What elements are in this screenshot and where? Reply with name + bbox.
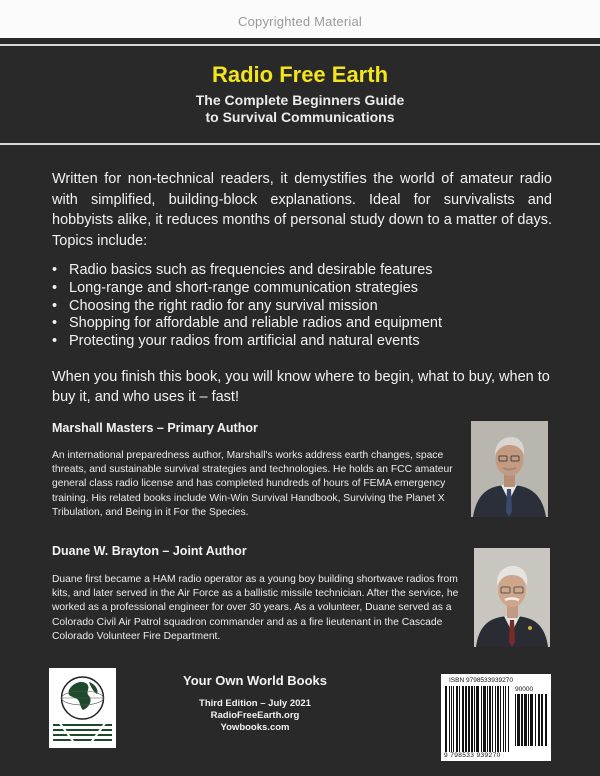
header-rule: [0, 143, 600, 145]
subtitle-line-1: The Complete Beginners Guide: [195, 92, 405, 108]
list-item: • Shopping for affordable and reliable radios and equipment: [52, 315, 552, 333]
list-item: • Protecting your radios from artificial and natural events: [52, 333, 552, 351]
book-subtitle: [0, 92, 600, 126]
joint-author-bio: Duane first became a HAM radio operator as a young boy building shortwave radios from kits, and later served in the Air Force as a ballistic missile technician. After the service, he worked as a professional engineer for over 30 years. As a volunteer, Duane served as a Colorado Civil Air Patrol squadron commander and as a fire lieutenant in the Cascade Colorado Volunteer Fire Department.: [52, 574, 459, 642]
website-link[interactable]: Yowbooks.com: [220, 722, 290, 734]
website-link[interactable]: RadioFreeEarth.org: [210, 710, 300, 722]
joint-author-heading: Duane W. Brayton – Joint Author: [52, 544, 247, 558]
price-barcode-bars: [515, 694, 547, 746]
primary-author-bio: An international preparedness author, Marshall's works address earth changes, space threats, and sustainable survival strategies and technologies. He holds an FCC amateur general class radio license and has completed hundreds of hours of FEMA emergency training. His related books include Win-Win Survival Handbook, Surviving the Planet X Tribulation, and Being in it For the Species.: [52, 450, 453, 518]
cover-background: [0, 38, 600, 776]
primary-author-heading: Marshall Masters – Primary Author: [52, 421, 258, 435]
author-photo: [471, 421, 548, 517]
isbn-number: 9 798533 939270: [444, 752, 501, 759]
edition-text: Third Edition – July 2021: [199, 698, 311, 709]
top-rule: [0, 44, 600, 46]
barcode-bars: [445, 686, 511, 752]
list-item: • Long-range and short-range communication strategies: [52, 280, 552, 298]
publisher-name: Your Own World Books: [183, 673, 327, 688]
book-title: Radio Free Earth: [211, 62, 389, 87]
top-margin: [0, 0, 600, 38]
topics-list: [52, 262, 552, 351]
price-code: 90000: [515, 686, 534, 693]
list-item: • Choosing the right radio for any survival mission: [52, 298, 552, 316]
intro-paragraph: Written for non-technical readers, it demystifies the world of amateur radio with simplified, building-block explanations. Ideal for survivalists and hobbyists alike, it reduces months of personal study down to a matter of days. Topics include:: [52, 171, 552, 249]
author-photo: [474, 548, 550, 647]
conclusion-paragraph: When you finish this book, you will know where to begin, what to buy, when to buy it, and who uses it – fast!: [52, 369, 550, 405]
isbn-label: ISBN 9798533939270: [449, 677, 513, 684]
copyright-watermark: Copyrighted Material: [238, 14, 362, 29]
joint-author-photo: [474, 548, 550, 647]
list-item: • Radio basics such as frequencies and desirable features: [52, 262, 552, 280]
globe-logo-icon: [49, 668, 116, 748]
publisher-logo: [49, 668, 116, 748]
edition-info: [195, 698, 315, 735]
primary-author-photo: [471, 421, 548, 517]
isbn-barcode: [441, 674, 551, 761]
subtitle-line-2: to Survival Communications: [205, 109, 395, 125]
